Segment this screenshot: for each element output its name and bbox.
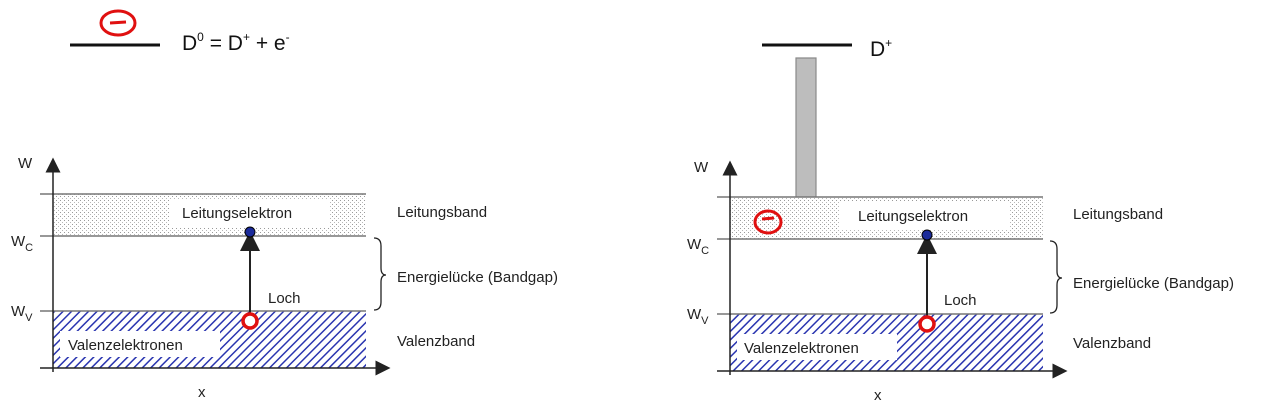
band-gap-label: Energielücke (Bandgap) — [397, 269, 558, 286]
conduction-electron-label: Leitungselektron — [182, 205, 293, 222]
hole-ring — [243, 314, 257, 328]
conduction-electron-label: Leitungselektron — [858, 208, 969, 225]
electron-dot — [922, 230, 932, 240]
wv-label: $W_V$ — [687, 306, 709, 327]
wc-label: $W_C$ — [11, 233, 34, 254]
donor-equation: $D^0 = D^+ + e^-$ — [182, 30, 290, 55]
w-axis-label: W — [18, 155, 33, 172]
x-axis-label: x — [874, 387, 882, 404]
electron-dot — [245, 227, 255, 237]
wv-label: $W_V$ — [11, 303, 33, 324]
hole-label: Loch — [944, 292, 977, 309]
w-axis-label: W — [694, 159, 709, 176]
valence-electrons-label: Valenzelektronen — [744, 340, 859, 357]
valence-band-label: Valenzband — [397, 333, 476, 350]
valence-band-label: Valenzband — [1073, 335, 1152, 352]
donor-ion-label: D+ — [870, 36, 893, 61]
right-diagram — [687, 36, 1234, 404]
hole-ring — [920, 317, 934, 331]
conduction-band-label: Leitungsband — [397, 204, 488, 221]
valence-electrons-label: Valenzelektronen — [68, 337, 183, 354]
wc-label: $W_C$ — [687, 236, 710, 257]
conduction-band-label: Leitungsband — [1073, 206, 1164, 223]
bandgap-brace — [374, 238, 386, 310]
left-diagram — [11, 11, 558, 401]
hole-label: Loch — [268, 290, 301, 307]
handwritten-electron-annotation — [101, 11, 135, 35]
band-gap-label: Energielücke (Bandgap) — [1073, 275, 1234, 292]
bandgap-brace — [1050, 241, 1062, 313]
x-axis-label: x — [198, 384, 206, 401]
